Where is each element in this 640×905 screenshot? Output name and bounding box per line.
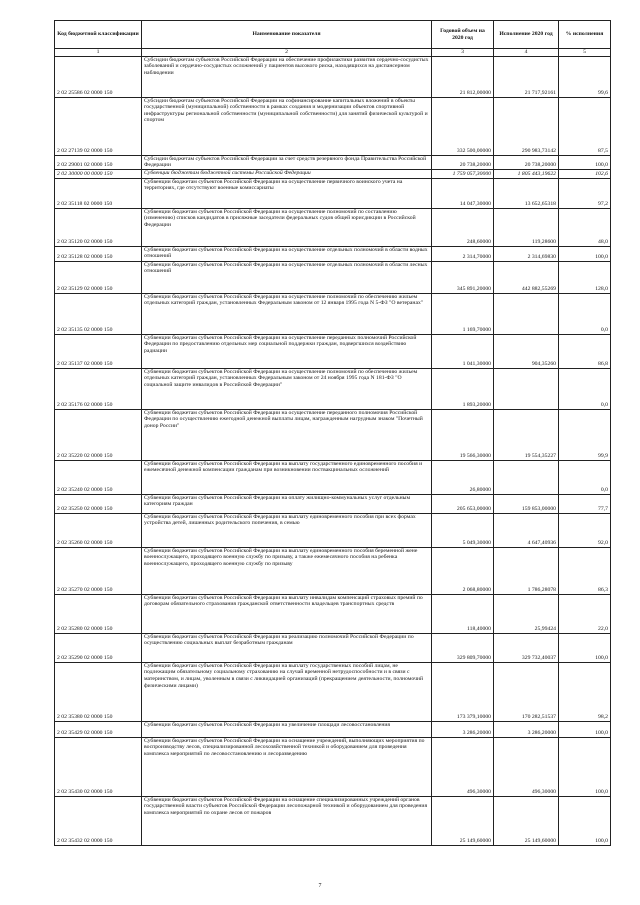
cell-name: Субвенции бюджетам субъектов Российской Федерации на реализацию полномочий Российской Федерации по осуществлению социальных выплат безработным гражданам [142,633,432,662]
cell-name: Субвенции бюджетам субъектов Российской Федерации на осуществление полномочий по обеспечению жильем отдельных категорий граждан, установленных Федеральным законом от 12 января 1995 года N 5-ФЗ "О ветеранах" [142,293,432,334]
cell-name: Субвенции бюджетам субъектов Российской Федерации на увеличение площади лесовосстановления [142,721,432,737]
cell-name: Субвенции бюджетам субъектов Российской Федерации на оплату жилищно-коммунальных услуг отдельным категориям граждан [142,494,432,513]
cell-code: 2 02 35250 02 0000 150 [55,494,142,513]
cell-plan: 332 500,00000 [432,97,494,155]
cell-name: Субвенции бюджетам субъектов Российской Федерации на осуществление отдельных полномочий в области водных отношений [142,246,432,261]
cell-plan: 118,40000 [432,594,494,633]
cell-exec: 496,30000 [494,737,559,796]
header-pct: % исполнения [559,21,611,49]
table-row [55,721,611,737]
cell-exec [494,460,559,494]
cell-plan: 5 049,30000 [432,513,494,547]
table-body [55,56,611,845]
cell-pct: 100,0 [559,796,611,845]
cell-plan: 25 149,60000 [432,796,494,845]
cell-plan: 1 893,20000 [432,368,494,409]
header-code: Код бюджетной классификации [55,21,142,49]
cell-name: Субвенции бюджетам субъектов Российской Федерации на оснащение специализированных учреждений органов государственной власти субъектов Российской Федерации лесопожарной техникой и оборудованием для проведения комплекса мероприятий по охране лесов от пожаров [142,796,432,845]
cell-exec: 159 853,00000 [494,494,559,513]
table-row [55,594,611,633]
cell-code: 2 02 25586 02 0000 150 [55,56,142,97]
cell-code: 2 02 35129 02 0000 150 [55,261,142,293]
cell-plan: 21 812,00000 [432,56,494,97]
cell-code: 2 02 35270 02 0000 150 [55,547,142,594]
cell-plan: 2 314,70000 [432,246,494,261]
cell-pct: 86,8 [559,334,611,368]
cell-exec: 4 647,40936 [494,513,559,547]
cell-plan: 1 041,30000 [432,334,494,368]
cell-pct: 100,0 [559,246,611,261]
col-number: 1 [55,49,142,57]
cell-plan: 14 047,30000 [432,178,494,208]
cell-name: Субвенции бюджетам субъектов Российской Федерации на выплату единовременного пособия при всех формах устройства детей, лишенных родительского попечения, в семью [142,513,432,547]
col-number: 3 [432,49,494,57]
cell-name: Субсидии бюджетам субъектов Российской Федерации на обеспечение профилактики развития сердечно-сосудистых заболеваний и сердечно-сосудистых осложнений у пациентов высокого риска, находящихся на диспансерном наблюдении [142,56,432,97]
cell-exec: 442 882,55269 [494,261,559,293]
cell-pct: 0,0 [559,368,611,409]
header-plan: Годовой объем на 2020 год [432,21,494,49]
table-row [55,796,611,845]
cell-code: 2 02 35118 02 0000 150 [55,178,142,208]
cell-name: Субсидии бюджетам субъектов Российской Федерации за счет средств резервного фонда Правительства Российской Федерации [142,155,432,169]
cell-plan: 1 759 057,30000 [432,169,494,178]
table-row [55,409,611,460]
cell-exec: 25 149,60000 [494,796,559,845]
budget-table [54,20,611,846]
cell-exec: 290 983,73142 [494,97,559,155]
table-row [55,334,611,368]
cell-exec: 20 738,20000 [494,155,559,169]
cell-pct: 100,0 [559,633,611,662]
cell-name: Субвенции бюджетам субъектов Российской Федерации на выплату государственных пособий лицам, не подлежащим обязательному социальному страхованию на случай временной нетрудоспособности и в связи с материнством, и лицам, уволенным в связи с ликвидацией организаций (прекращением деятельности, полномочий физическими лицами) [142,662,432,721]
cell-pct: 128,0 [559,261,611,293]
cell-code: 2 02 35290 02 0000 150 [55,633,142,662]
cell-code: 2 02 35430 02 0000 150 [55,737,142,796]
column-number-row [55,49,611,57]
cell-pct: 99,6 [559,56,611,97]
table-row [55,178,611,208]
cell-code: 2 02 35176 02 0000 150 [55,368,142,409]
cell-pct: 100,0 [559,155,611,169]
cell-plan: 26,80000 [432,460,494,494]
cell-exec: 25,99424 [494,594,559,633]
cell-pct: 77,7 [559,494,611,513]
cell-exec: 13 652,65318 [494,178,559,208]
cell-name: Субвенции бюджетам субъектов Российской Федерации на осуществление полномочий по обеспечению жильем отдельных категорий граждан, установленных Федеральным законом от 24 ноября 1995 года N 181-ФЗ "О социальной защите инвалидов в Российской Федерации" [142,368,432,409]
cell-pct: 86,3 [559,547,611,594]
cell-name: Субвенции бюджетам субъектов Российской Федерации на осуществление первичного воинского учета на территориях, где отсутствуют военные комиссариаты [142,178,432,208]
cell-name: Субвенции бюджетам субъектов Российской Федерации на выплату единовременного пособия беременной жене военнослужащего, проходящего военную службу по призыву, а также ежемесячного пособия на ребенка военнослужащего, проходящего военную службу по призыву [142,547,432,594]
table-row [55,633,611,662]
cell-exec [494,368,559,409]
table-row [55,662,611,721]
cell-exec: 19 554,35227 [494,409,559,460]
cell-name: Субвенции бюджетам субъектов Российской Федерации на осуществление полномочий по составлению (изменению) списков кандидатов в присяжные заседатели федеральных судов общей юрисдикции в Российской Федерации [142,208,432,246]
cell-name: Субвенции бюджетам субъектов Российской Федерации на выплату инвалидам компенсаций страховых премий по договорам обязательного страхования гражданской ответственности владельцев транспортных средств [142,594,432,633]
cell-exec: 170 282,51537 [494,662,559,721]
table-header-row [55,21,611,49]
cell-exec: 119,28600 [494,208,559,246]
cell-code: 2 02 35240 02 0000 150 [55,460,142,494]
table-row [55,97,611,155]
table-row [55,293,611,334]
cell-pct: 102,6 [559,169,611,178]
cell-code: 2 02 35429 02 0000 150 [55,721,142,737]
table-row [55,368,611,409]
cell-plan: 329 809,70000 [432,633,494,662]
cell-pct: 97,2 [559,178,611,208]
cell-exec: 329 732,40037 [494,633,559,662]
cell-exec: 3 286,20000 [494,721,559,737]
cell-exec: 21 717,92161 [494,56,559,97]
table-row [55,246,611,261]
cell-plan: 205 653,00000 [432,494,494,513]
cell-name: Субсидии бюджетам субъектов Российской Федерации на софинансирование капитальных вложений в объекты государственной (муниципальной) собственности в рамках создания и модернизации объектов спортивной инфраструктуры региональной собственности (муниципальной собственности) для занятий физической культурой и спортом [142,97,432,155]
table-row [55,155,611,169]
cell-pct: 87,5 [559,97,611,155]
cell-exec: 1 786,28078 [494,547,559,594]
cell-pct: 100,0 [559,737,611,796]
cell-plan: 3 286,20000 [432,721,494,737]
table-row [55,208,611,246]
table-row [55,547,611,594]
cell-code: 2 02 35128 02 0000 150 [55,246,142,261]
cell-pct: 0,0 [559,460,611,494]
cell-plan: 20 738,20000 [432,155,494,169]
cell-code: 2 02 35120 02 0000 150 [55,208,142,246]
cell-exec: 1 805 443,19622 [494,169,559,178]
cell-plan: 19 566,30000 [432,409,494,460]
cell-plan: 2 068,80000 [432,547,494,594]
cell-plan: 345 891,20000 [432,261,494,293]
table-row [55,460,611,494]
cell-plan: 248,60000 [432,208,494,246]
table-row [55,56,611,97]
cell-pct: 0,0 [559,293,611,334]
cell-plan: 496,30000 [432,737,494,796]
cell-code: 2 02 35220 02 0000 150 [55,409,142,460]
col-number: 4 [494,49,559,57]
table-row [55,513,611,547]
cell-name: Субвенции бюджетам субъектов Российской Федерации на осуществление переданного полномочия Российской Федерации по осуществлению ежегодной денежной выплаты лицам, награжденным нагрудным знаком "Почетный донор России" [142,409,432,460]
cell-code: 2 02 27139 02 0000 150 [55,97,142,155]
cell-name: Субвенции бюджетам субъектов Российской Федерации на осуществление переданных полномочий Российской Федерации по предоставлению отдельных мер социальной поддержки граждан, подвергшихся воздействию радиации [142,334,432,368]
cell-name: Субвенции бюджетам субъектов Российской Федерации на осуществление отдельных полномочий в области лесных отношений [142,261,432,293]
header-exec: Исполнение 2020 год [494,21,559,49]
cell-plan: 1 169,70000 [432,293,494,334]
cell-exec [494,293,559,334]
cell-code: 2 02 35432 02 0000 150 [55,796,142,845]
table-row [55,494,611,513]
cell-code: 2 02 30000 00 0000 150 [55,169,142,178]
page-number: 7 [318,883,322,889]
cell-pct: 92,0 [559,513,611,547]
cell-plan: 173 379,10000 [432,662,494,721]
header-name: Наименование показателя [142,21,432,49]
cell-pct: 22,0 [559,594,611,633]
cell-pct: 48,0 [559,208,611,246]
cell-exec: 2 314,69830 [494,246,559,261]
table-row [55,737,611,796]
cell-code: 2 02 35137 02 0000 150 [55,334,142,368]
table-row [55,169,611,178]
col-number: 2 [142,49,432,57]
cell-pct: 98,2 [559,662,611,721]
cell-pct: 99,9 [559,409,611,460]
cell-code: 2 02 35135 02 0000 150 [55,293,142,334]
cell-code: 2 02 35380 02 0000 150 [55,662,142,721]
cell-code: 2 02 29001 02 0000 150 [55,155,142,169]
cell-name: Субвенции бюджетам бюджетной системы Российской Федерации [142,169,432,178]
cell-code: 2 02 35280 02 0000 150 [55,594,142,633]
cell-name: Субвенции бюджетам субъектов Российской Федерации на выплату государственного единовременного пособия и ежемесячной денежной компенсации гражданам при возникновении поствакцинальных осложнений [142,460,432,494]
cell-pct: 100,0 [559,721,611,737]
table-row [55,261,611,293]
cell-code: 2 02 35260 02 0000 150 [55,513,142,547]
cell-exec: 904,35260 [494,334,559,368]
col-number: 5 [559,49,611,57]
cell-name: Субвенции бюджетам субъектов Российской Федерации на оснащение учреждений, выполняющих мероприятия по воспроизводству лесов, специализированной лесохозяйственной техникой и оборудованием для проведения комплекса мероприятий по лесовосстановлению и лесоразведению [142,737,432,796]
